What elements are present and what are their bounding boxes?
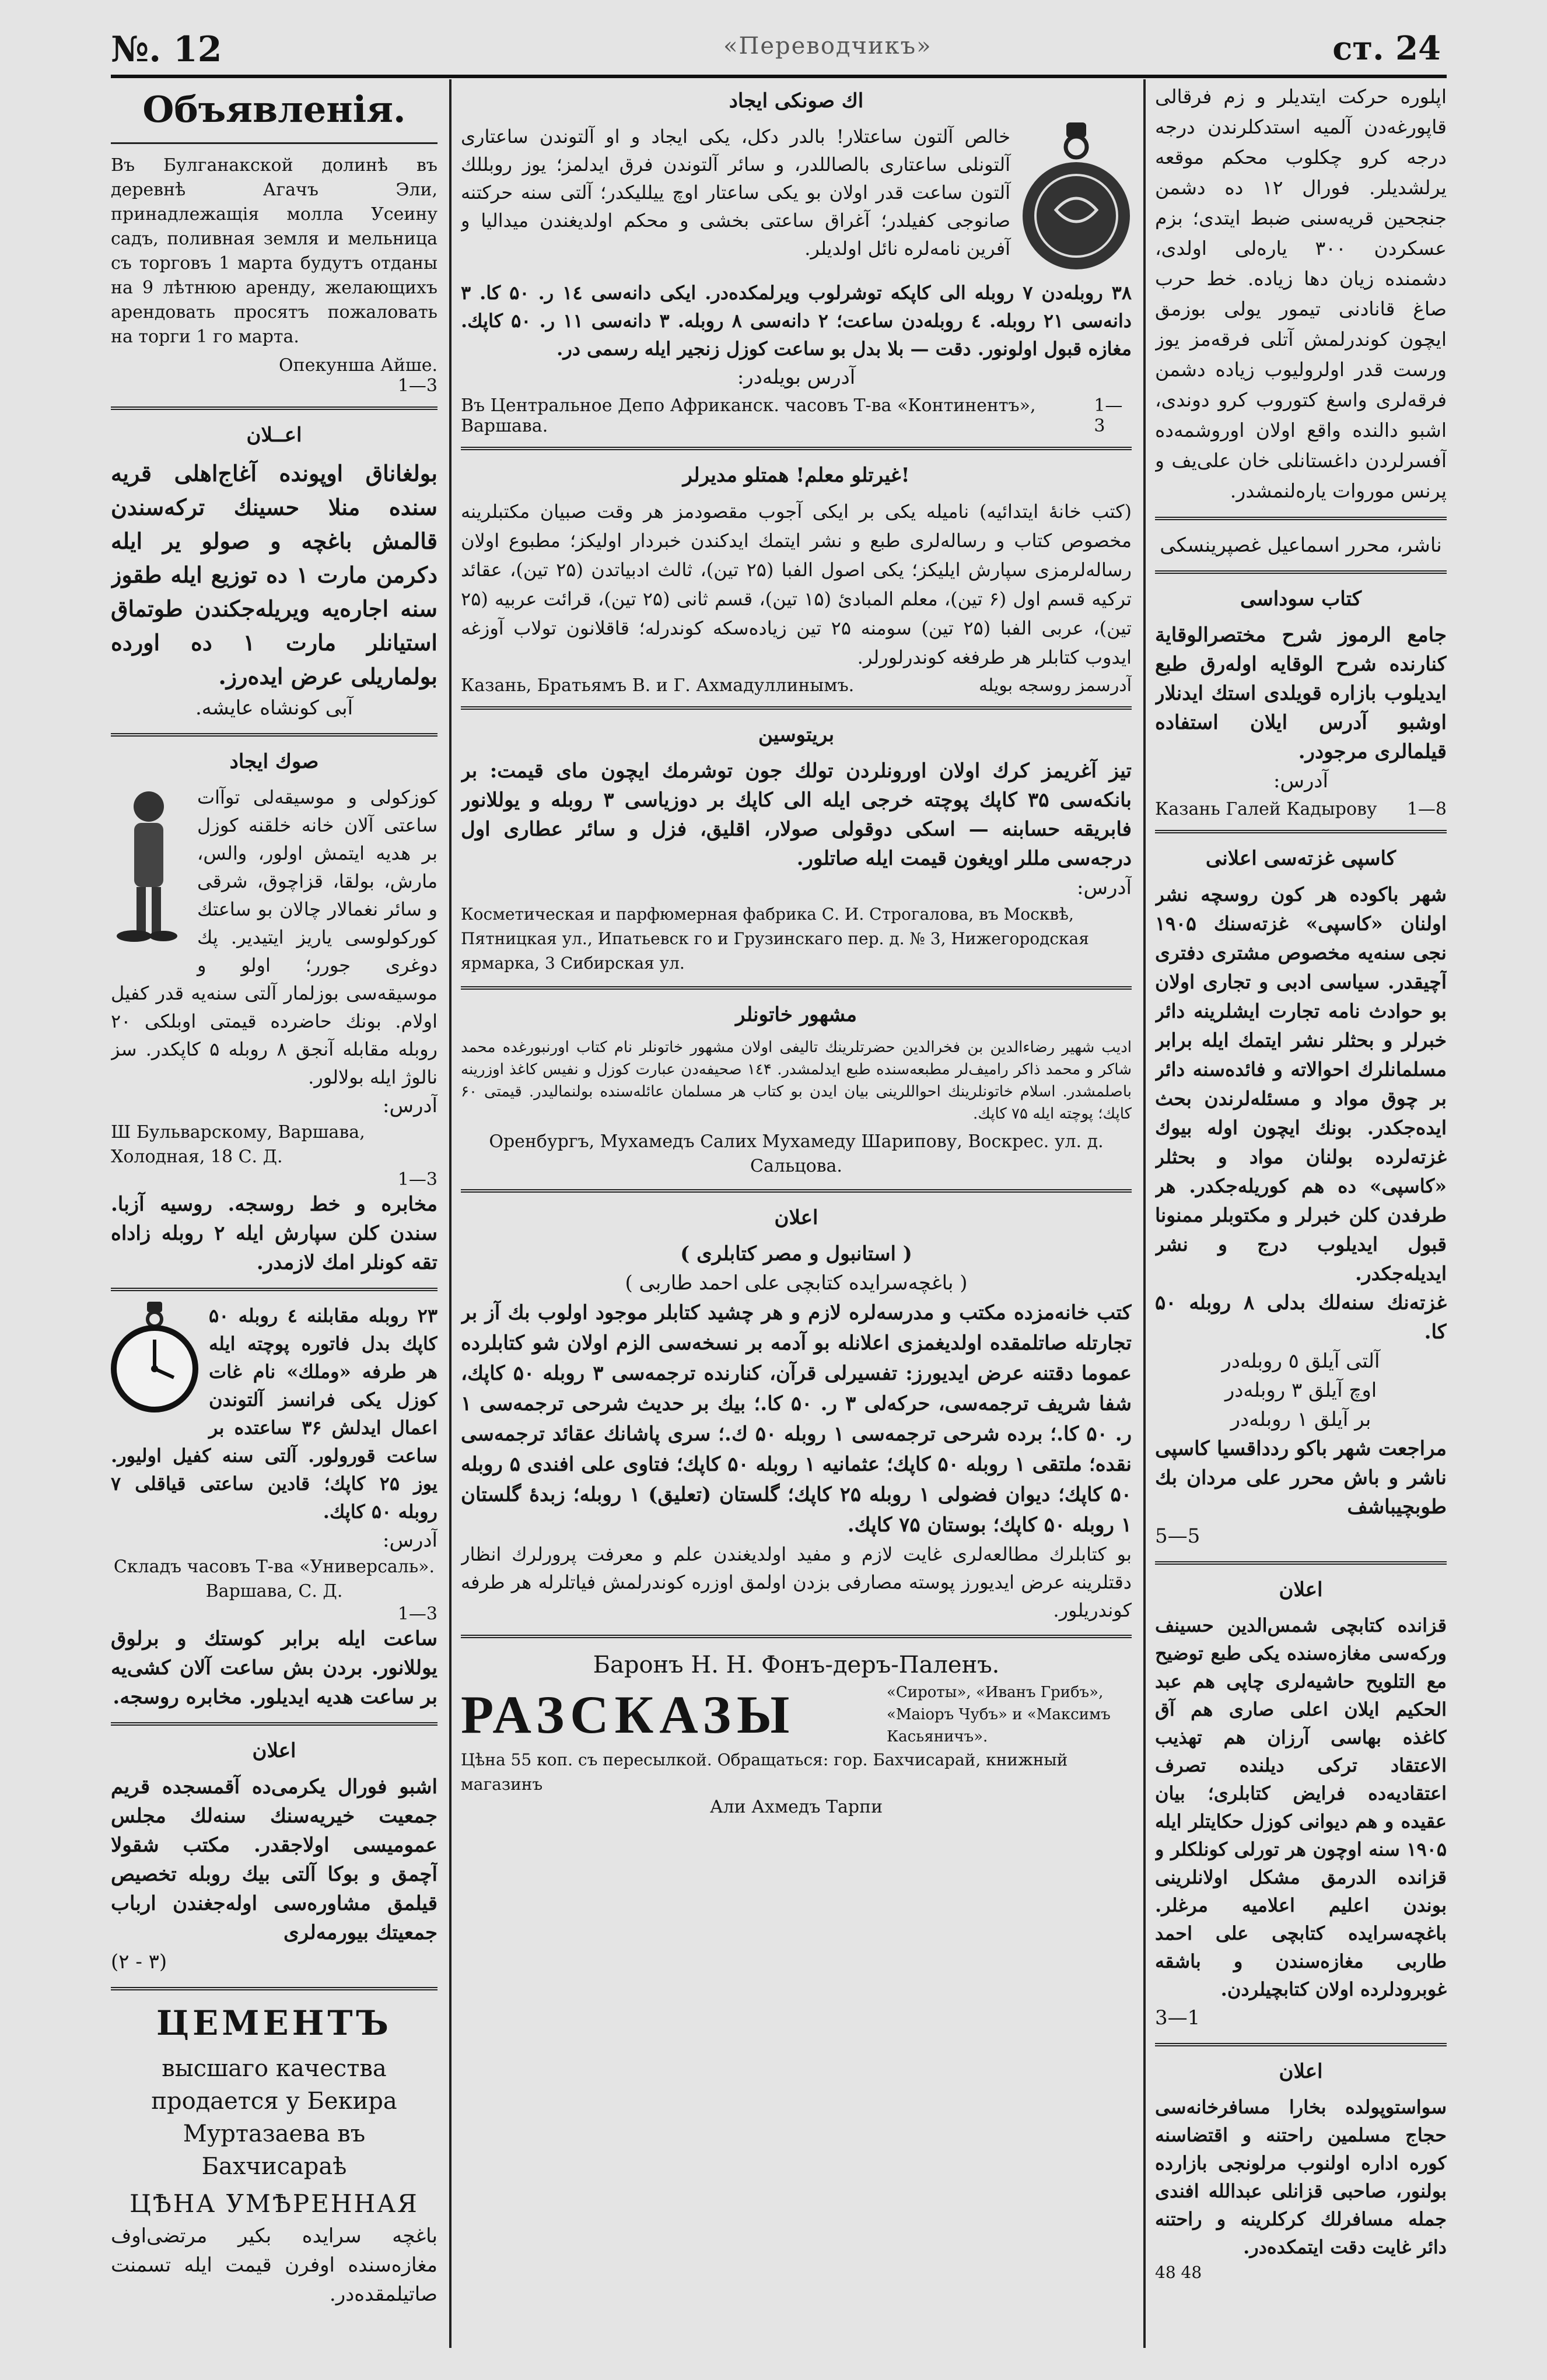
ru-ads-title: Объявленія. (142, 88, 406, 131)
book-trade-address-label: آدرس: (1273, 769, 1328, 793)
britosin-title: بریتوسین (758, 723, 835, 746)
clock-address: Складъ часовъ Т-ва «Универсаль». Варшава, С. Д. (113, 1557, 435, 1601)
cement-note: باغچه سرایده بکیر مرتضی‌اوف مغازه‌سنده اوفرن قیمت ایله تسمنت صاتیلمقدەدر. (111, 2224, 438, 2306)
ilan2-body: اشبو فورال یکرمی‌ده آقمسجده قریم جمعیت خیریه‌سنك سنه‌لك مجلس عمومیسی اولاجقدر. مکتب شقولا آچمق و بوکا آلتی بیك روبله تخصیص قیلمق مشاوره‌سی اوله‌جغندن ارباب جمعیتك بیورمه‌لری (111, 1775, 438, 1944)
book-trade-address-row (1155, 799, 1447, 819)
watch-ad2-body: خالص آلتون ساعتلار! بالدر دكل، یکی ایجاد و او آلتوندن ساعتاری آلتونلی ساعتاری بالصاللدر، و سائر آلتوندن فرق ایدلمز؛ یوز روبللك آلتون ساعت قدر اولان بو یکی ساعتار اوچ ییللیكدر؛ آلتی سنه حرکتنه صانوجی کفیلدر؛ آغراق ساعتی بخشی و محکم اولدیغندن میدالیا و آفرین نامه‌لره نائل اولدیلر. (461, 125, 1011, 260)
column-left (111, 82, 438, 2368)
baron-stories-list: «Сироты», «Иванъ Грибъ», «Маіоръ Чубъ» и «Максимъ Касьяничъ». (887, 1684, 1111, 1745)
clock-address-label: آدرس: (383, 1529, 438, 1552)
baron-shop: Али Ахмедъ Тарпи (709, 1797, 883, 1817)
divider (1155, 1561, 1447, 1565)
book-trade-body: جامع الرموز شرح مختصرالوقایة کنارنده شرح الوقایه اوله‌رق طبع ایدیلوب بازاره قویلدی استك ایدنلار اوشبو آدرس ایلان استفاده قیلمالری مرجودر. (1155, 623, 1447, 763)
divider (461, 706, 1132, 710)
divider (1155, 2043, 1447, 2046)
divider (111, 733, 438, 737)
books-title: غیرتلو معلم! همتلو مدیرلر! (682, 464, 910, 487)
books-address-row (461, 675, 1132, 696)
kaspi-price-title: غزته‌نك سنه‌لك بدلی ۸ روبله ۵۰ کا. (1155, 1291, 1447, 1344)
ilan2-title: اعلان (252, 1739, 296, 1762)
shams-ad-title: اعلان (1279, 1578, 1323, 1601)
kaspi-count: 5—5 (1155, 1524, 1200, 1548)
issue-number: №. 12 (111, 29, 222, 70)
cement-body: высшаго качества продается у Бекира Муртазаева въ Бахчисараѣ (151, 2055, 397, 2180)
publisher-line: ناشر، محرر اسماعیل غصپرینسکی (1160, 534, 1442, 557)
baron-author: Баронъ Н. Н. Фонъ-деръ-Паленъ. (593, 1652, 1000, 1678)
pocket-watch-icon (111, 1302, 198, 1418)
clock-count: 1—3 (397, 1604, 438, 1624)
books-body: (کتب خانه‌ٔ ایتدائیه) نامیله یکی بر ایکی آجوب مقصودمز هر وقت صبیان مکتبلرینه مخصوص کتاب و رساله‌لری طبع و نشر ایتمك ایدکندن خبردار اولیکز؛ مطبوع اولان رساله‌لرمزی سپارش ایلیکز؛ یکی اصول الفبا (۲۵ تین)، ثالث ادبیاتدن (۲۵ تین)، عقائد ترکیه قسم اول (۶ تین)، معلم المبادئ (۱۵ تین)، قسم ثانی (۲۵ تین)، قرائت عربیه (۲۵ تین)، عربی الفبا (۲۵ تین) سومنه ۲۵ تین زیادەسکه کوندرلە؛ قاقلانون تولاب آوزغه ایدوب کتابلر هر طرفغه کوندرلورلر. (461, 500, 1132, 668)
hotel-ad-count: 48 48 (1155, 2263, 1202, 2282)
divider (111, 1288, 438, 1291)
baron-price: Цѣна 55 коп. съ пересылкой. Обращаться: гор. Бахчисарай, книжный магазинъ (461, 1750, 1068, 1794)
book-trade-count: 1—8 (1406, 799, 1447, 819)
watch-ad-title: صوك ایجاد (229, 750, 319, 773)
divider (461, 1189, 1132, 1193)
books-address: Казань, Братьямъ В. и Г. Ахмадуллинымъ. (461, 675, 855, 696)
kaspi-price-1: آلتی آیلق ٥ روبله‌در (1222, 1350, 1380, 1373)
famous-women-address: Оренбургъ, Мухамедъ Салих Мухамеду Шарипову, Воскрес. ул. д. Сальцова. (489, 1131, 1104, 1176)
divider (111, 142, 438, 144)
baron-stories-title: РАЗСКАЗЫ (461, 1685, 796, 1744)
britosin-address-label: آدرس: (1077, 876, 1132, 899)
ilan2-count: (۳ - ۲) (111, 1950, 167, 1974)
kaspi-price-3: بر آیلق ۱ روبله‌در (1230, 1408, 1371, 1431)
hotel-ad-body: سواستوپولده بخارا مسافرخانه‌سی حجاج مسلمین راحتنه و اقتضاسنه کوره اداره اولنوب مرلونجی بازارده بولنور، صاحبی قزانلی عبدالله افندی جمله مسافرلك کرکلرینه و راحتنه دائر غایت دقت ایتمکده‌در. (1155, 2096, 1447, 2258)
page-header (111, 29, 1441, 76)
page-number: ст. 24 (1332, 29, 1441, 68)
watch-ad2-count: 1—3 (1094, 395, 1123, 436)
divider (1155, 830, 1447, 833)
divider (111, 406, 438, 410)
book-trade-title: کتاب سوداسی (1240, 587, 1362, 611)
istanbul-books-subtitle: ( استانبول و مصر کتابلری ) (680, 1242, 912, 1266)
watch-ad2-title: اك صونکی ایجاد (729, 89, 864, 113)
boy-figure-icon (111, 783, 187, 958)
shams-ad-count: 1—3 (1155, 2006, 1200, 2030)
watch-ad-body: کوزکولی و موسیقه‌لی توآات ساعتی آلان خانه خلقنه کوزل بر هدیه ایتمش اولور، والس، مارش، بولقا، قزاچوق، شرقی و سائر نغمالار چالان بو ساعتك کورکولوسی یاریز ایتیدیر. پك دوغری جورر؛ اولو و موسیقه‌سی بوزلمار آلتی سنه‌یه قدر کفیل اولام. بونك حاضرده قیمتی اوبلکی ۲۰ روبله مقابله آنجق ۸ روبله ۵ کاپکدر. سز نالوژ ایله بولالور. (111, 786, 438, 1088)
britosin-address: Косметическая и парфюмерная фабрика С. И. Строгалова, въ Москвѣ, Пятницкая ул., Ипатьевск го и Грузинскаго пер. д. № 3, Нижегородская ярмарка, 3 Сибирская ул. (461, 905, 1089, 973)
ilan-body: بولغاناق اوپونده آغاج‌اهلی قریه‌ سنده منلا حسینك ترکه‌سندن قالمش باغچه و صولو یر ایله دکرمن مارت ۱ ده توزیع ایله طقوز سنه اجاره‌یه ویریله‌جکندن طوتماق استیانلر مارت ۱ ده اورده بولماریلی عرض ایده‌رز. (111, 460, 438, 689)
famous-women-title: مشهور خاتونلر (736, 1003, 857, 1026)
ru-ad-count: 1—3 (397, 376, 438, 396)
istanbul-books-body: کتب خانه‌مزده مکتب و مدرسه‌لره لازم و هر چشید کتابلر موجود اولوب بك آز بر تجارتله صاتلمقده اولدیغمزی اعلانله بو آدمه بر نسخه‌سی الزم اولان شو کتابلرده عموما دقتنه عرض ایدیورز: تفسیرلی قرآن، کنارنده ترجمه‌سی ۳ روبله ۵۰ کاپك، شفا شریف ترجمه‌سی، حرکه‌لی ۳ ر. ۵۰ کا.؛ بیك بر حدیث شرحی ترجمه‌سی ۱ ر. ۵۰ کا.؛ برده شرحی ترجمه‌سی ۱ روبله ۵۰ ك.؛ سری پاشانك عقائد ترجمه‌سی نقده؛ ملتقی ۱ روبله ۵۰ کاپك؛ عثمانیه ۱ روبله ۵۰ کاپك؛ فتاوی علی افندی ۵ روبله ۵۰ کاپك؛ دیوان فضولی ۱ روبله ۲۵ کاپك؛ گلستان (تعلیق) ۱ روبله؛ زبدهٔ گلستان ۱ روبله ۵۰ کاپك؛ بوستان ۷۵ کاپك. (461, 1301, 1132, 1537)
kaspi-price-2: اوچ آیلق ۳ روبله‌در (1224, 1379, 1377, 1402)
column-right (1155, 82, 1447, 2368)
istanbul-books-seller: ( باغچه‌سرایده کتابچی علی احمد طاربی ) (625, 1271, 968, 1295)
baron-ad-row (461, 1681, 1132, 1748)
book-trade-address: Казань Галей Кадырову (1155, 799, 1377, 819)
shams-ad-body: قزانده کتابچی شمس‌الدین حسینف ورکه‌سی مغازەسنده یکی طبع توضیح مع التلویح حاشیه‌لری چاپی هم عبد الحکیم ایلان اعلی صاری هم آق کاغذه بهاسی آرزان هم تهذیب الاعتقاد ترکی دیلنده تصرف اعتقادیه‌ده فرایض کتابلری؛ بیان عقیده و هم دیوانی کوزل حکایتلر ایله ۱۹۰۵ سنه اوچون هر تورلی کونلکلر و قزانده الدرمق مشکل اولانلرینی بوندن اعلیم اعلامیه مرغلر. باغچه‌سرایده کتابچی علی احمد طاربی مغازه‌سندن و باشقه غوبرودلرده اولان کتابچیلردن. (1155, 1614, 1447, 2000)
war-news-body: اپلوره حرکت ایتدیلر و زم فرقالی قاپورغه‌دن آلمیه استدکلرندن درجه درجه کرو چکلوب محکم موقعه یرلشدیلر. فورال ۱۲ ده دشمن جنجحین قریه‌سنی ضبط ایتدی؛ بزم عسکردن ۳۰۰ یارەلی اولدی، دشمنده زیان دها زیاده. خط حرب صاغ قانادنی تیمور یولی بوزمق ایچون کوندرلمش آتلی فرقه‌مز یوز ورست قدر اولرولیوب زیاده دشمن فرقه‌لری واسغ کتوروب کرو دوندی، اشبو دالنده واقع اولان اوروشمه‌ده آفسرلردن داغستانلی خان علی‌یف و پرنس موروات یاره‌لنمشدر. (1155, 85, 1447, 502)
watch-ad2-address-row (461, 395, 1132, 436)
clock-note: ساعت ایله برابر کوستك و برلوق یوللانور. بردن بش ساعت آلان کشی‌یه بر ساعت هدیه ایدیلور. مخابره روسجه. (111, 1627, 438, 1709)
cement-title: ЦЕМЕНТЪ (156, 2003, 393, 2043)
column-middle (461, 82, 1132, 2368)
kaspi-contact: مراجعت شهر باکو ردداقسیا کاسپی ناشر و باش محرر علی مردان بك طوبچیباشف (1155, 1437, 1447, 1519)
ilan-signature: آبی کونشاه عایشه. (195, 696, 354, 720)
watch-count: 1—3 (397, 1169, 438, 1190)
newspaper-title: «Переводчикъ» (723, 33, 932, 59)
seal-emblem-icon (1021, 122, 1132, 274)
column-rule-right (1143, 79, 1146, 2348)
divider (1155, 570, 1447, 574)
column-rule-left (449, 79, 452, 2348)
header-rule (111, 75, 1447, 78)
watch-ad2-address-label: آدرس بویله‌در: (737, 366, 856, 389)
divider (461, 447, 1132, 450)
istanbul-books-footer: بو کتابلرك مطالعه‌لری غایت لازم و مفید اولدیغندن علم و معرفت پرورلرك انظار دقتلرینه عرض ایدیورز پوسته مصارفی بزدن اولمق اوزره کوندرلمش فیاتلرله هر طرفه کوندریلور. (461, 1543, 1132, 1621)
ilan-title: اعــلان (246, 423, 302, 447)
watch-note: مخابره و خط روسجه. روسیه آزبا. سندن کلن سپارش ایله ۲ روبله زاداه تقه کونلر امك لازمدر. (111, 1193, 438, 1274)
hotel-ad-title: اعلان (1279, 2060, 1323, 2083)
famous-women-body: ادیب شهیر رضاءالدین بن فخرالدین حضرتلرینك تالیفی اولان مشهور خاتونلر نام کتاب اورنبورغده محمد شاکر و محمد ذاکر رامیف‌لر مطبعه‌سنده طبع ایدلمشدر. ۱٤۴ صحیفه‌دن عبارت کوزل و نفیس کاغذ اوزرینه باصلمشدر. اسلام خاتونلرینك احواللرینی بیان ایدن بو کتاب هر مسلمان عائله‌سنده بولنمالیدر. قیمتی ۶۰ کاپك؛ پوچته ایله ۷۵ کاپك. (461, 1039, 1132, 1123)
divider (461, 1635, 1132, 1638)
kaspi-body: شهر باکوده هر کون روسچه نشر اولنان «کاسپی» غزته‌سنك ۱۹۰۵ نجی سنه‌یه مخصوص مشتری دفتری آچیقدر. سیاسی ادبی و تجاری اولان بو حوادث نامه تجارت ایشلرینه دائر خبرلر و بحثلر نشر ایتمك ایله برابر مسلمانلرك احوالاته و فائده‌سنه دائر بر چوق مواد و مسئله‌لرندن بحث ایده‌جکدر. بونك ایچون اوله بیوك غزته‌لرده بولنان مواد و بحثلر «کاسپی» ده هم کوریله‌جکدر. هر طرفدن کلن خبرلر و مکتوبلر ممنونا قبول ایدیلوب درج و نشر ایدیله‌جکدر. (1155, 883, 1447, 1285)
divider (1155, 517, 1447, 520)
ru-ad-signature: Опекунша Айше. (279, 355, 438, 376)
cement-price: ЦѢНА УМѢРЕННАЯ (130, 2189, 419, 2218)
watch-ad2-address: Въ Центральное Депо Африканск. часовъ Т-ва «Континентъ», Варшава. (461, 395, 1036, 436)
watch-ad2-prices: ۳۸ روبلەدن ۷ روبلە الی کاپکه توشرلوب ویرلمکده‌در. ایکی دانه‌سی ۱٤ ر. ۵۰ کا. ۳ دانه‌سی ۲۱ روبله. ٤ روبله‌دن ساعت؛ ۲ دانه‌سی ۸ روبله. ۳ دانه‌سی ۱۱ ر. ۵۰ کاپك. مغازه قبول اولونور. دقت — بلا بدل بو ساعت کوزل زنجیر ایله رسمی در. (461, 282, 1132, 360)
istanbul-books-title: اعلان (774, 1206, 818, 1229)
ru-ad-body: Въ Булганакской долинѣ въ деревнѣ Агачъ Эли, принадлежащія молла Усеину садъ, поливная земля и мельница съ торговъ 1 марта будутъ отданы на 9 лѣтнюю аренду, желающихъ арендовать просятъ пожаловать на торги 1 го марта. (111, 155, 438, 347)
divider (111, 1722, 438, 1726)
books-address-label: آدرسمز روسجه بویله (978, 675, 1132, 696)
clock-ad-body: ۲۳ روبله مقابلنه ٤ روبله ۵۰ کاپك بدل فاتوره پوچته ایله هر طرفه «وملك» نام غات کوزل یکی فرانسز آلتوندن اعمال ایدلش ۳۶ ساعتده بر ساعت قورولور. آلتی سنه کفیل اولیور. یوز ۲۵ کاپك؛ قادین ساعتی قیاقلی ۷ روبله ۵۰ کاپك. (111, 1305, 438, 1523)
watch-address-label: آدرس: (383, 1094, 438, 1117)
divider (111, 1987, 438, 1990)
divider (461, 986, 1132, 990)
britosin-body: تیز آغریمز کرك اولان اورونلردن تولك جون توشرمك ایچون مای قیمت: بر بانکه‌سی ۳۵ کاپك پوچته خرجی ایله الی کاپك بر دوزیاسی ۳ روبله و یوللانور فابریقه حسابنه — اسکی دوقولی صولار، اقلیق، فزل و سائر عطاری اول درجه‌سی مللر اویغون قیمت ایله صاتلور. (461, 759, 1132, 870)
watch-address: Ш Бульварскому, Варшава, Холодная, 18 С. Д. (111, 1122, 365, 1167)
kaspi-title: کاسپی غزته‌سی اعلانی (1205, 847, 1396, 870)
